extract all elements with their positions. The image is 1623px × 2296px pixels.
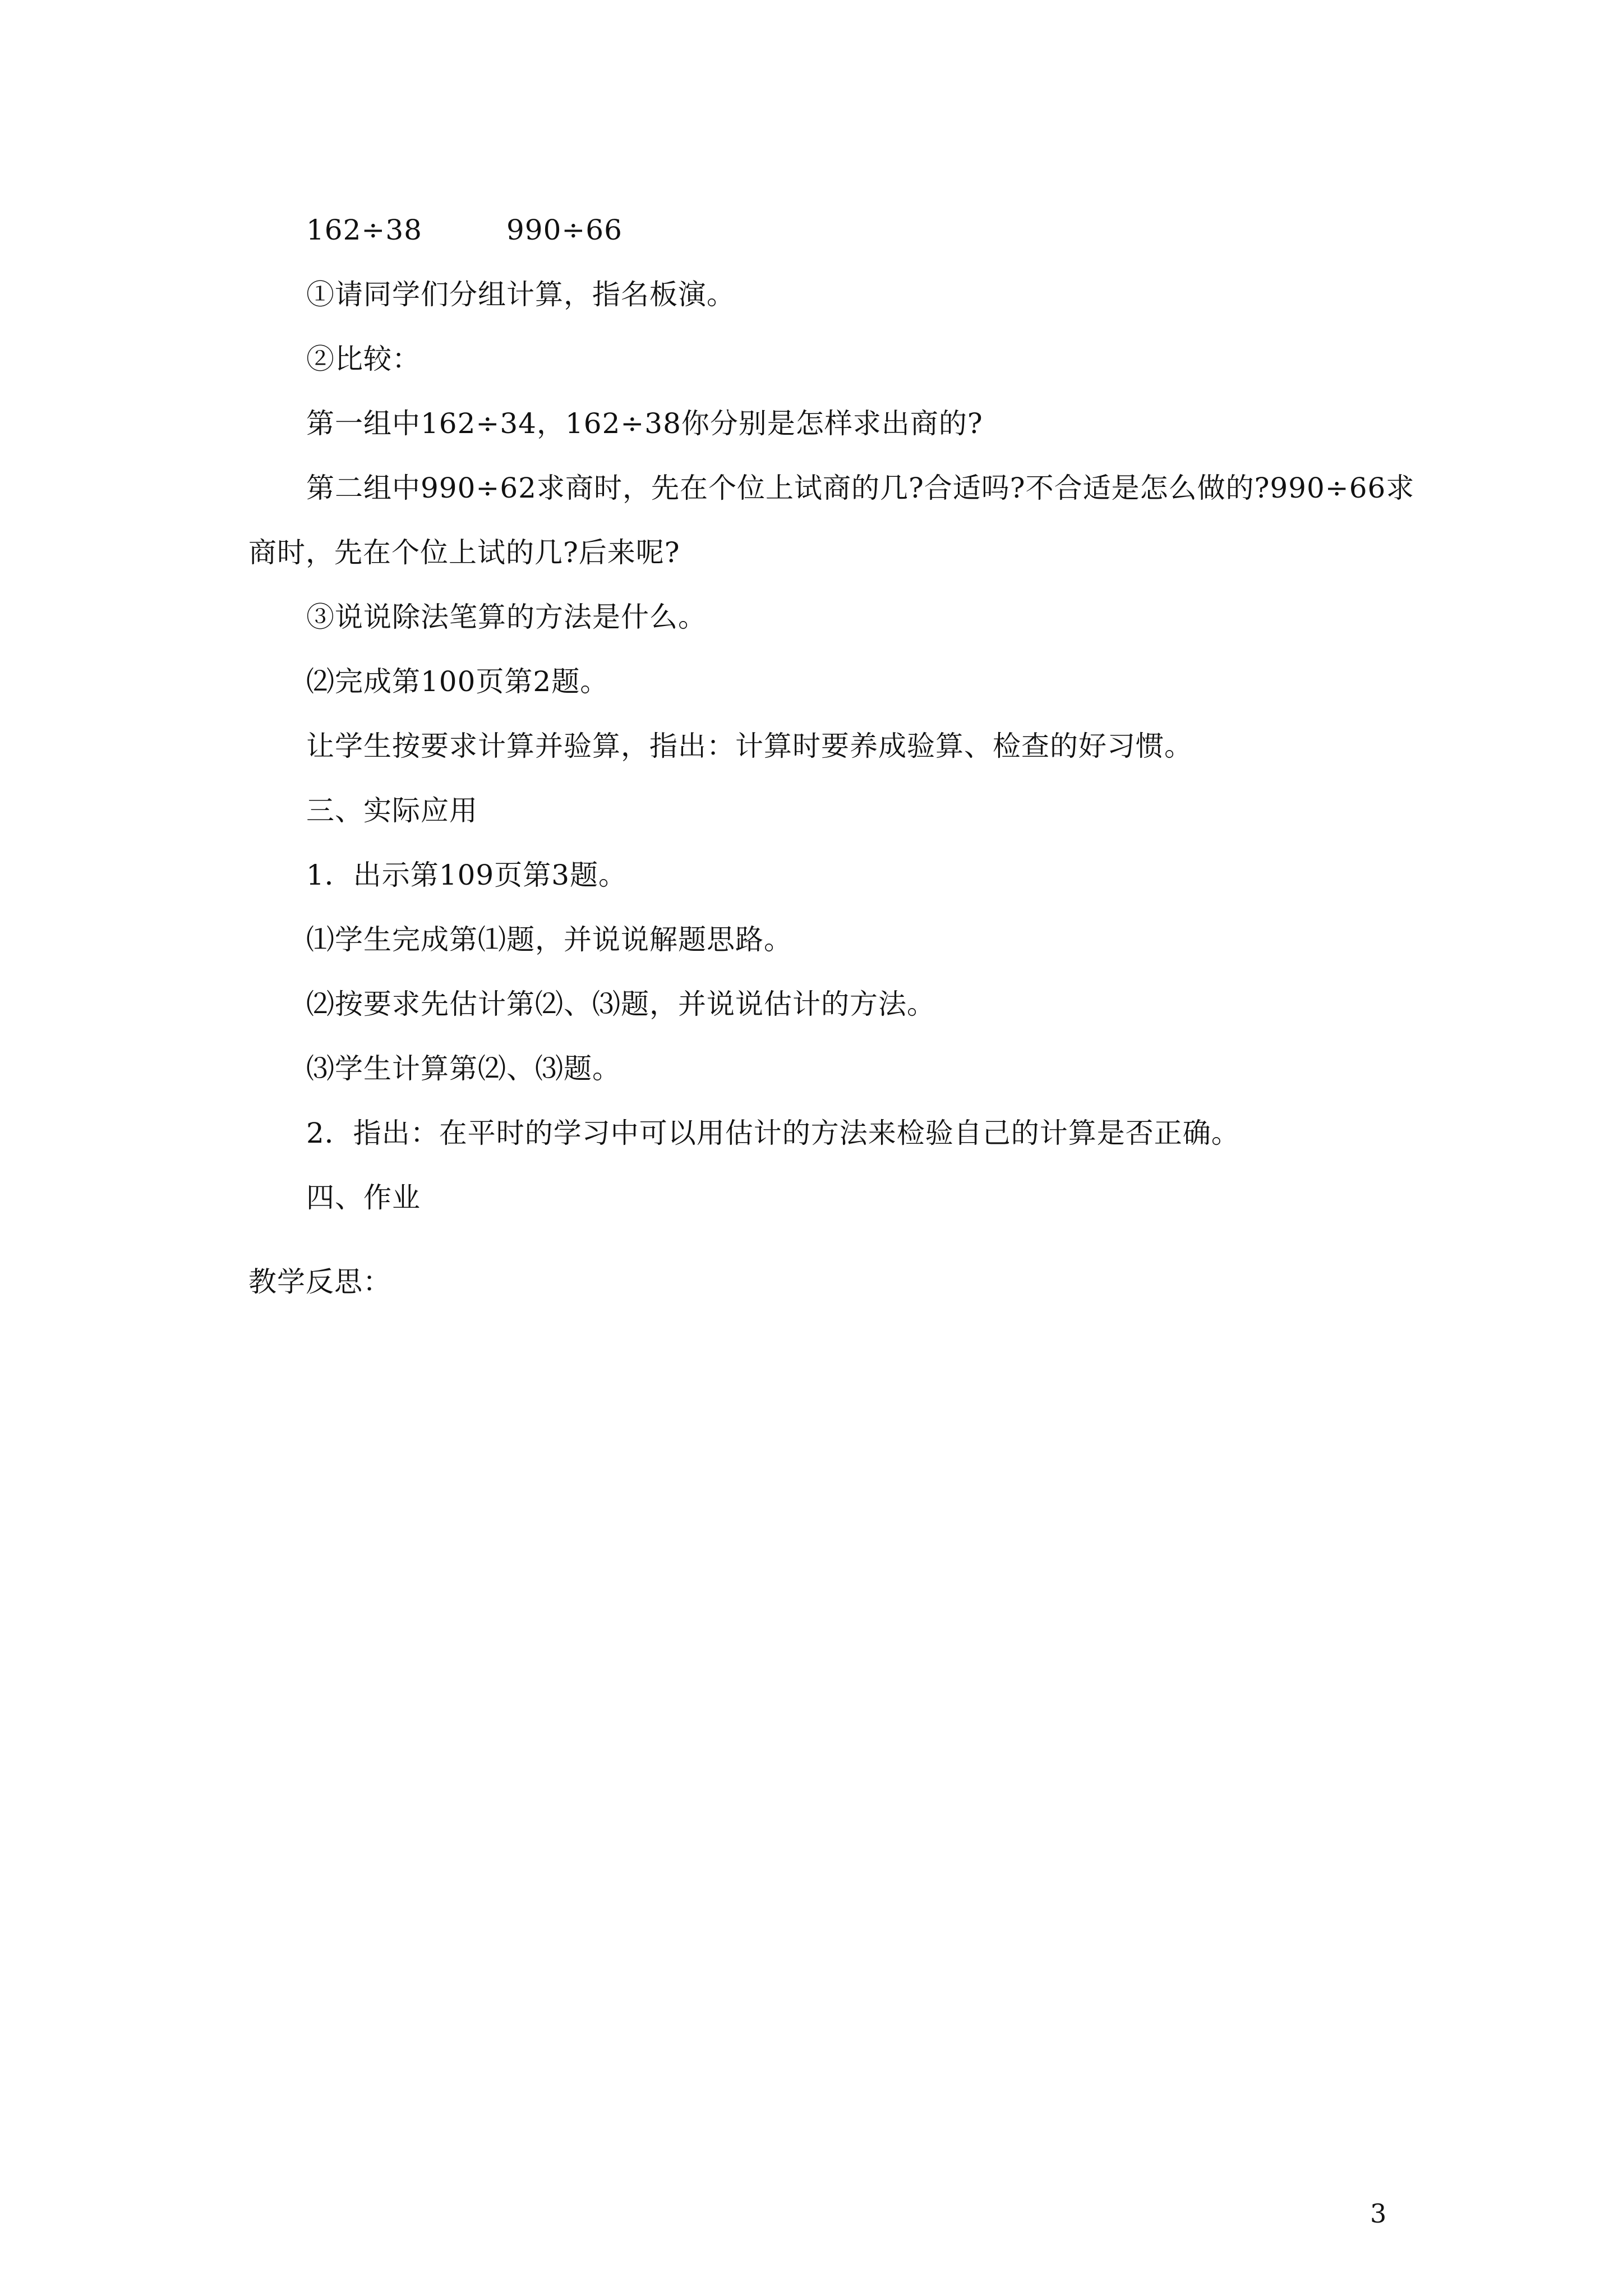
text-line: 让学生按要求计算并验算，指出：计算时要养成验算、检查的好习惯。 xyxy=(306,730,1193,762)
text-line: 1．出示第109页第3题。 xyxy=(306,859,628,891)
division-examples-line xyxy=(306,213,623,247)
page-number: 3 xyxy=(1370,2198,1387,2229)
reflection-label: 教学反思： xyxy=(248,1266,391,1298)
text-line: ⑵完成第100页第2题。 xyxy=(306,665,609,698)
text-line: ⑵按要求先估计第⑵、⑶题，并说说估计的方法。 xyxy=(306,988,935,1020)
text-line: ①请同学们分组计算，指名板演。 xyxy=(306,278,735,311)
text-line: 第二组中990÷62求商时，先在个位上试商的几?合适吗?不合适是怎么做的?990÷66求 xyxy=(306,472,1415,504)
division-example-1: 162÷38 xyxy=(306,214,422,246)
text-line: 第一组中162÷34，162÷38你分别是怎样求出商的? xyxy=(306,407,983,440)
text-line: 2．指出：在平时的学习中可以用估计的方法来检验自己的计算是否正确。 xyxy=(306,1117,1240,1149)
text-line: ②比较： xyxy=(306,343,421,375)
text-line: ⑴学生完成第⑴题，并说说解题思路。 xyxy=(306,923,792,956)
text-line: ③说说除法笔算的方法是什么。 xyxy=(306,601,707,633)
division-example-2: 990÷66 xyxy=(506,214,623,246)
text-line: ⑶学生计算第⑵、⑶题。 xyxy=(306,1052,621,1085)
section-heading: 三、实际应用 xyxy=(306,794,478,827)
section-heading: 四、作业 xyxy=(306,1181,421,1214)
text-line-continued: 商时，先在个位上试的几?后来呢? xyxy=(248,536,680,569)
